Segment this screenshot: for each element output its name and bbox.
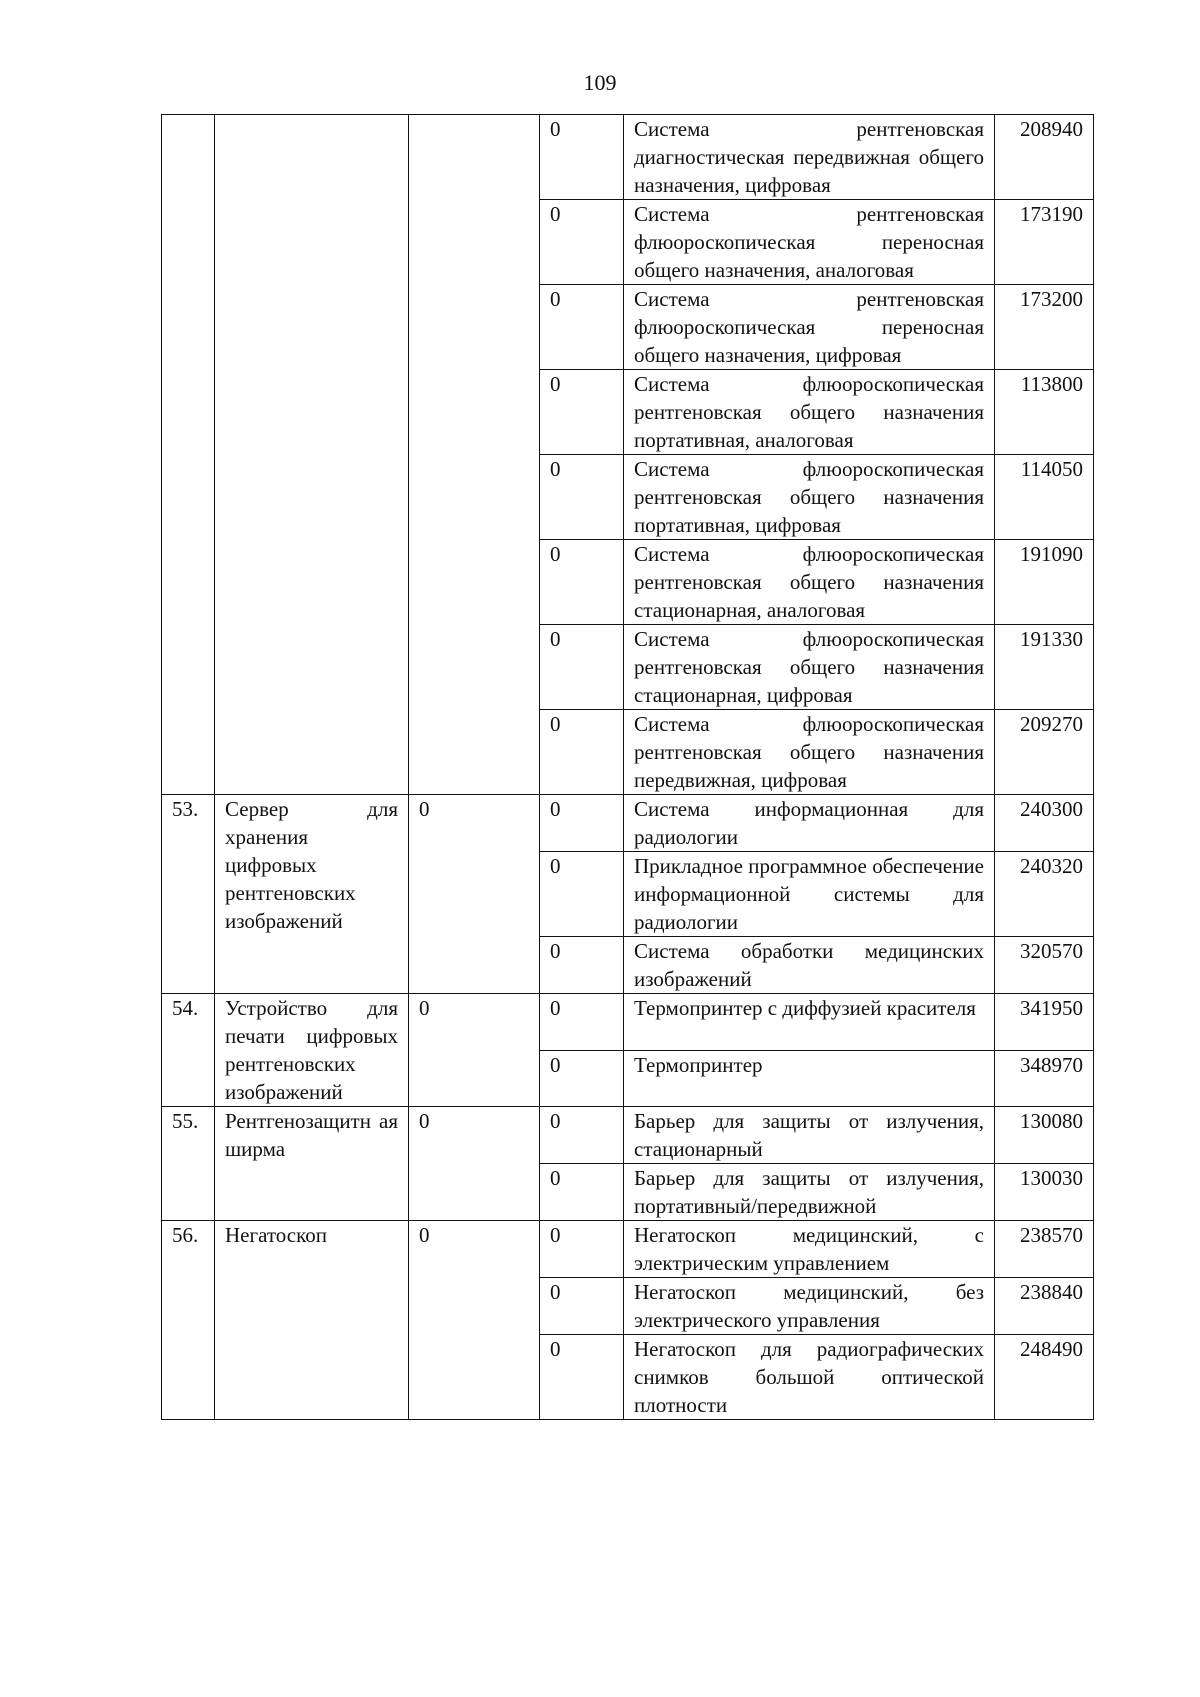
cell-description-text: Барьер для защиты от излучения, стационарный [634,1109,984,1161]
cell-code-text: 209270 [1020,712,1083,736]
cell-code [995,1221,1094,1278]
cell-value-text: 0 [419,1223,430,1247]
cell-code [995,795,1094,852]
cell-name-text: Негатоскоп [225,1223,327,1247]
cell-subvalue [540,937,624,994]
cell-code-text: 238840 [1020,1280,1083,1304]
cell-subvalue-text: 0 [550,939,561,963]
cell-code [995,1164,1094,1221]
cell-subvalue-text: 0 [550,712,561,736]
cell-description-text: Система информационная для радиологии [634,797,984,849]
cell-description [624,1335,995,1420]
cell-name [215,1221,409,1420]
cell-code [995,852,1094,937]
cell-name-text: Устройство для печати цифровых рентгеновских изображений [225,996,398,1104]
cell-subvalue-text: 0 [550,854,561,878]
cell-subvalue-text: 0 [550,457,561,481]
cell-value [409,994,540,1107]
cell-code [995,994,1094,1051]
cell-subvalue [540,1050,624,1107]
cell-code-text: 173200 [1020,287,1083,311]
cell-code-text: 113800 [1020,372,1083,396]
cell-code-text: 191330 [1020,627,1083,651]
cell-code-text: 341950 [1020,996,1083,1020]
cell-description-text: Система рентгеновская диагностическая передвижная общего назначения, цифровая [634,117,984,197]
cell-description [624,115,995,200]
cell-description [624,1050,995,1107]
cell-description-text: Система флюороскопическая рентгеновская общего назначения стационарная, аналоговая [634,542,984,622]
cell-code-text: 348970 [1020,1052,1083,1077]
cell-description [624,540,995,625]
cell-value [409,1221,540,1420]
cell-description-text: Система флюороскопическая рентгеновская общего назначения портативная, аналоговая [634,372,984,452]
cell-number [162,1221,215,1420]
cell-description-text: Система флюороскопическая рентгеновская общего назначения портативная, цифровая [634,457,984,537]
cell-code [995,370,1094,455]
cell-code-text: 191090 [1020,542,1083,566]
cell-subvalue [540,994,624,1051]
cell-code [995,1335,1094,1420]
cell-subvalue [540,1164,624,1221]
table-row [162,115,1094,200]
cell-description [624,625,995,710]
cell-code-text: 130030 [1020,1166,1083,1190]
cell-code [995,540,1094,625]
cell-code [995,455,1094,540]
cell-code [995,1107,1094,1164]
cell-description [624,1164,995,1221]
cell-subvalue [540,370,624,455]
cell-code-text: 173190 [1020,202,1083,226]
cell-value [409,115,540,795]
cell-subvalue [540,1107,624,1164]
cell-value-text: 0 [419,797,430,821]
cell-name [215,994,409,1107]
cell-description [624,994,995,1051]
cell-code [995,937,1094,994]
cell-subvalue-text: 0 [550,287,561,311]
cell-subvalue-text: 0 [550,1166,561,1190]
cell-code-text: 208940 [1020,117,1083,141]
cell-description-text: Прикладное программное обеспечение информационной системы для радиологии [634,854,984,934]
cell-subvalue [540,1335,624,1420]
cell-subvalue-text: 0 [550,996,561,1020]
cell-description-text: Система рентгеновская флюороскопическая переносная общего назначения, аналоговая [634,202,984,282]
cell-subvalue [540,795,624,852]
cell-code [995,200,1094,285]
cell-subvalue-text: 0 [550,117,561,141]
cell-name [215,115,409,795]
cell-value [409,1107,540,1221]
cell-subvalue [540,852,624,937]
cell-code [995,1050,1094,1107]
cell-value-text: 0 [419,996,430,1020]
cell-number-text: 55. [172,1109,199,1133]
cell-subvalue-text: 0 [550,1052,561,1077]
cell-name-text: Сервер для хранения цифровых рентгеновских изображений [225,797,398,933]
cell-description [624,1107,995,1164]
cell-subvalue-text: 0 [550,372,561,396]
cell-number [162,994,215,1107]
cell-subvalue [540,540,624,625]
cell-code-text: 248490 [1020,1337,1083,1361]
cell-description [624,937,995,994]
cell-description-text: Термопринтер [634,1052,763,1077]
cell-description [624,455,995,540]
cell-subvalue-text: 0 [550,797,561,821]
cell-subvalue [540,455,624,540]
cell-description-text: Негатоскоп медицинский, с электрическим управлением [634,1223,984,1275]
cell-subvalue [540,115,624,200]
cell-code-text: 320570 [1020,939,1083,963]
cell-subvalue [540,625,624,710]
table-row [162,1107,1094,1164]
cell-description-text: Система обработки медицинских изображений [634,939,984,991]
cell-code-text: 240320 [1020,854,1083,878]
page-number: 109 [583,70,617,95]
cell-code-text: 130080 [1020,1109,1083,1133]
cell-subvalue [540,1278,624,1335]
cell-description [624,710,995,795]
cell-subvalue [540,710,624,795]
cell-description [624,285,995,370]
cell-name [215,1107,409,1221]
cell-code-text: 238570 [1020,1223,1083,1247]
cell-code [995,115,1094,200]
cell-name-text: Рентгенозащитн ая ширма [225,1109,398,1161]
cell-code [995,625,1094,710]
cell-name [215,795,409,994]
cell-subvalue-text: 0 [550,1109,561,1133]
table-row [162,795,1094,852]
cell-subvalue-text: 0 [550,202,561,226]
cell-description-text: Система флюороскопическая рентгеновская общего назначения передвижная, цифровая [634,712,984,792]
cell-code [995,1278,1094,1335]
cell-code-text: 114050 [1020,457,1083,481]
cell-code [995,710,1094,795]
cell-number-text: 54. [172,996,199,1020]
cell-subvalue-text: 0 [550,627,561,651]
table-row [162,994,1094,1051]
cell-description [624,1221,995,1278]
cell-number [162,795,215,994]
cell-code-text: 240300 [1020,797,1083,821]
cell-subvalue-text: 0 [550,1280,561,1304]
cell-description-text: Негатоскоп для радиографических снимков большой оптической плотности [634,1337,984,1417]
cell-subvalue [540,285,624,370]
cell-number-text: 53. [172,797,199,821]
cell-description [624,795,995,852]
cell-code [995,285,1094,370]
cell-subvalue [540,200,624,285]
table-row [162,1221,1094,1278]
cell-subvalue-text: 0 [550,542,561,566]
cell-description-text: Система флюороскопическая рентгеновская общего назначения стационарная, цифровая [634,627,984,707]
cell-value [409,795,540,994]
cell-description-text: Негатоскоп медицинский, без электрического управления [634,1280,984,1332]
equipment-table [161,114,1094,1420]
cell-description-text: Барьер для защиты от излучения, портативный/передвижной [634,1166,984,1218]
cell-subvalue [540,1221,624,1278]
cell-subvalue-text: 0 [550,1223,561,1247]
cell-description-text: Система рентгеновская флюороскопическая переносная общего назначения, цифровая [634,287,984,367]
cell-description [624,1278,995,1335]
cell-number [162,115,215,795]
cell-value-text: 0 [419,1109,430,1133]
cell-subvalue-text: 0 [550,1337,561,1361]
cell-description-text: Термопринтер с диффузией красителя [634,996,976,1020]
cell-number [162,1107,215,1221]
cell-description [624,370,995,455]
table-body [162,115,1094,1420]
cell-description [624,200,995,285]
cell-number-text: 56. [172,1223,199,1247]
cell-description [624,852,995,937]
